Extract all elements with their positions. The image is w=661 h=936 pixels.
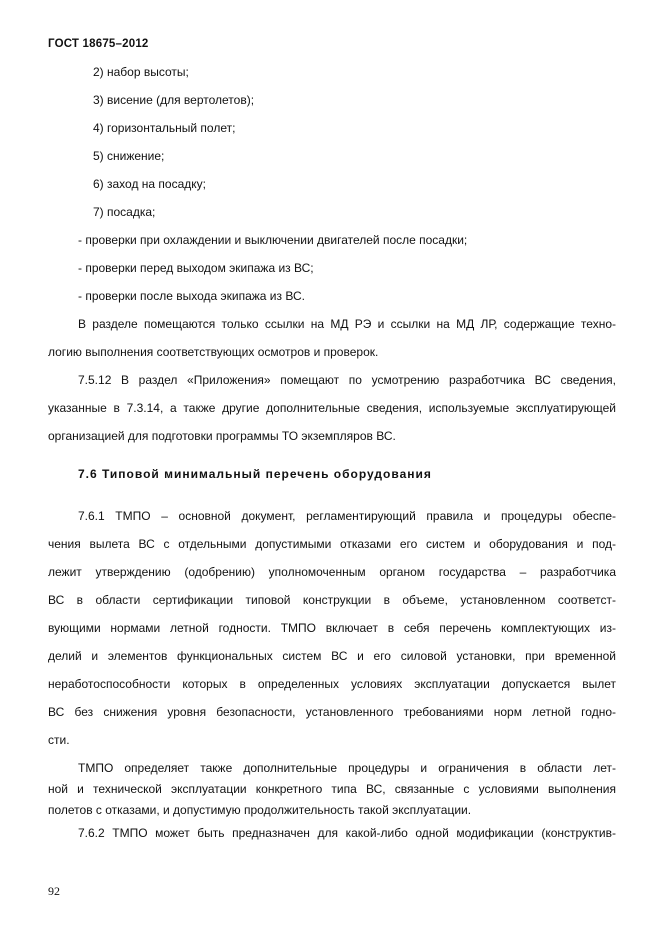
paragraph-line: делий и элементов функциональных систем ВС и его силовой установки, при временной [48,649,616,663]
list-item: 6) заход на посадку; [93,177,206,191]
paragraph-line: В разделе помещаются только ссылки на МД РЭ и ссылки на МД ЛР, содержащие техно- [78,317,616,331]
paragraph-line: вующими нормами летной годности. ТМПО включает в себя перечень комплектующих из- [48,621,616,635]
paragraph-line: полетов с отказами, и допустимую продолжительность такой эксплуатации. [48,803,472,817]
paragraph-line: 7.6.1 ТМПО – основной документ, регламентирующий правила и процедуры обеспе- [78,509,616,523]
paragraph-line: логию выполнения соответствующих осмотров и проверок. [48,345,379,359]
list-item: 7) посадка; [93,205,156,219]
paragraph-line: 7.6.2 ТМПО может быть предназначен для какой-либо одной модификации (конструктив- [78,826,616,840]
section-heading: 7.6 Типовой минимальный перечень оборудования [78,467,432,481]
list-item: 3) висение (для вертолетов); [93,93,255,107]
document-header: ГОСТ 18675–2012 [48,38,149,50]
paragraph-line: неработоспособности которых в определенных условиях эксплуатации допускается вылет [48,677,616,691]
paragraph-line: чения вылета ВС с отдельными допустимыми отказами его систем и оборудования и под- [48,537,616,551]
list-item: 2) набор высоты; [93,65,189,79]
paragraph-line: 7.5.12 В раздел «Приложения» помещают по усмотрению разработчика ВС сведения, [78,373,616,387]
dash-item: - проверки перед выходом экипажа из ВС; [78,261,314,275]
paragraph-line: лежит утверждению (одобрению) уполномоченным органом государства – разработчика [48,565,616,579]
list-item: 5) снижение; [93,149,165,163]
page-number: 92 [48,884,60,898]
paragraph-line: указанные в 7.3.14, а также другие дополнительные сведения, используемые эксплуатирующей [48,401,616,415]
paragraph-line: ТМПО определяет также дополнительные процедуры и ограничения в области лет- [78,761,616,775]
paragraph-line: ВС без снижения уровня безопасности, установленного требованиями норм летной годно- [48,705,616,719]
paragraph-line: сти. [48,733,70,747]
paragraph-line: ной и технической эксплуатации конкретного типа ВС, связанные с условиями выполнения [48,782,616,796]
dash-item: - проверки после выхода экипажа из ВС. [78,289,305,303]
paragraph-line: ВС в области сертификации типовой конструкции в объеме, установленном соответст- [48,593,616,607]
paragraph-line: организацией для подготовки программы ТО экземпляров ВС. [48,429,396,443]
list-item: 4) горизонтальный полет; [93,121,236,135]
dash-item: - проверки при охлаждении и выключении двигателей после посадки; [78,233,468,247]
